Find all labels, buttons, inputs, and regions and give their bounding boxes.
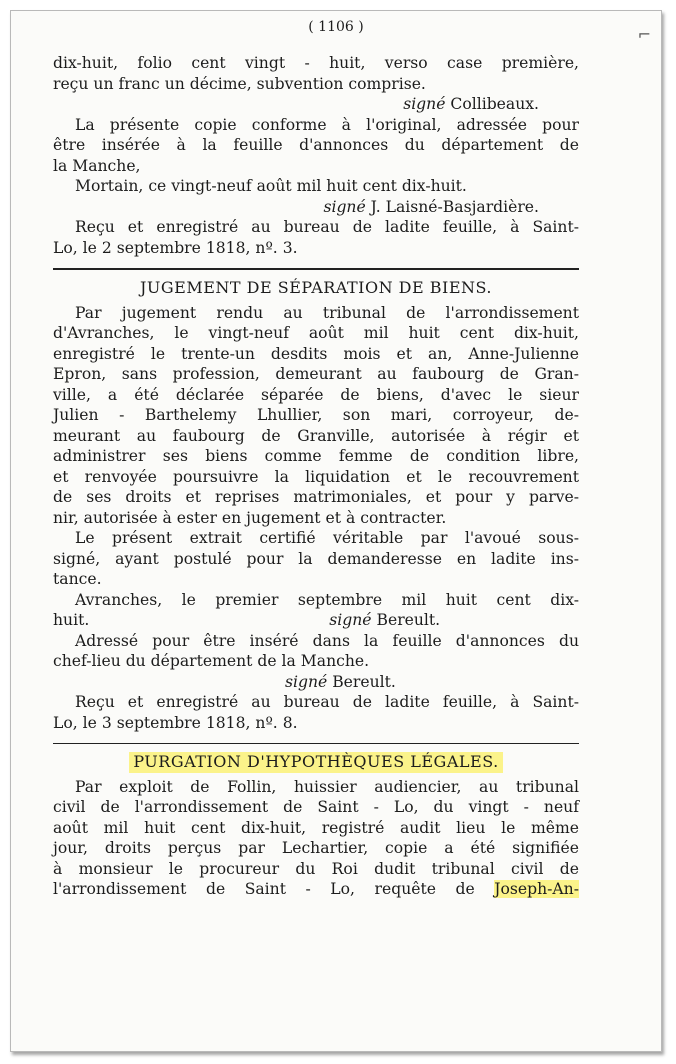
section-divider [53,743,579,744]
text-line: enregistré le trente-un desdits mois et an, Anne-Julienne [53,344,579,363]
highlighted-heading: PURGATION D'HYPOTHÈQUES LÉGALES. [129,752,502,773]
text-line: être insérée à la feuille d'annonces du département de [53,136,579,154]
text-line: ville, a été déclarée séparée de biens, d'avec le sieur [53,385,579,404]
text-line: signé, ayant postulé pour la demanderesse en ladite ins- [53,549,579,568]
page-number: ( 1106 ) [308,19,364,35]
text-line: chef-lieu du département de la Manche. [53,652,370,670]
text-line: Lo, le 2 septembre 1818, nº. 3. [53,238,298,257]
text-line: Par exploit de Follin, huissier audiencier, au tribunal [75,777,579,796]
scanned-page [10,10,662,1052]
text-line: à monsieur le procureur du Roi dudit tribunal civil de [53,859,579,878]
text-line: Julien - Barthelemy Lhullier, son mari, corroyeur, de- [53,406,579,424]
signature-line [53,672,579,693]
text-line: de ses droits et reprises matrimoniales, et pour y parve- [53,488,579,506]
margin-mark: ⌐ [637,25,651,44]
text-line: Lo, le 3 septembre 1818, nº. 8. [53,713,298,732]
text-line: août mil huit cent dix-huit, registré audit lieu le même [53,818,579,837]
signature-name: Bereult. [376,611,441,629]
text-line: la Manche, [53,156,141,175]
page-content [53,41,579,900]
text-line: d'Avranches, le vingt-neuf août mil huit cent dix-huit, [53,324,579,342]
text-line: Epron, sans profession, demeurant au faubourg de Gran- [53,365,579,383]
text-line: Reçu et enregistré au bureau de ladite feuille, à Saint- [75,218,579,236]
text-line: Mortain, ce vingt-neuf août mil huit cent dix-huit. [75,177,467,195]
text-line: meurant au faubourg de Granville, autorisée à régir et [53,426,579,445]
text-line: tance. [53,570,102,588]
signature-name: Collibeaux. [450,95,539,113]
text-line: et renvoyée poursuivre la liquidation et le recouvrement [53,467,579,486]
text-fragment: huit. [53,611,90,629]
highlighted-name: Joseph-An- [494,880,579,898]
text-line: Adressé pour être inséré dans la feuille d'annonces du [75,631,579,650]
text-line: La présente copie conforme à l'original, adressée pour [75,115,579,134]
text-line: civil de l'arrondissement de Saint - Lo, du vingt - neuf [53,798,579,816]
text-line: nir, autorisée à ester en jugement et à contracter. [53,508,447,527]
signed-word: signé [403,95,446,113]
section-separation-de-biens [53,278,579,733]
section-divider [53,268,579,270]
section-purgation [53,752,579,900]
text-line: administrer ses biens comme femme de condition libre, [53,447,579,465]
text-fragment: l'arrondissement de Saint - Lo, requête de [53,880,475,898]
text-line: Par jugement rendu au tribunal de l'arrondissement [75,303,579,322]
signature-line [53,197,579,218]
signed-word: signé [323,197,366,216]
signature-name: J. Laisné-Basjardière. [370,197,539,216]
text-line: Reçu et enregistré au bureau de ladite feuille, à Saint- [75,693,579,711]
signature-line [53,94,579,115]
text-line: Le présent extrait certifié véritable par l'avoué sous- [75,529,579,547]
section-heading: JUGEMENT DE SÉPARATION DE BIENS. [139,278,492,297]
signed-word: signé [329,611,372,629]
signed-word: signé [285,672,328,691]
text-line: reçu un franc un décime, subvention comprise. [53,74,426,93]
section-registration [53,53,579,258]
text-line [53,879,579,900]
section-heading [53,752,579,773]
signature-line [53,610,579,631]
signature-name: Bereult. [332,672,396,691]
text-line: jour, droits perçus par Lechartier, copie a été signifiée [53,839,579,857]
text-line: Avranches, le premier septembre mil huit cent dix- [75,590,579,609]
text-line: dix-huit, folio cent vingt - huit, verso case première, [53,54,579,72]
